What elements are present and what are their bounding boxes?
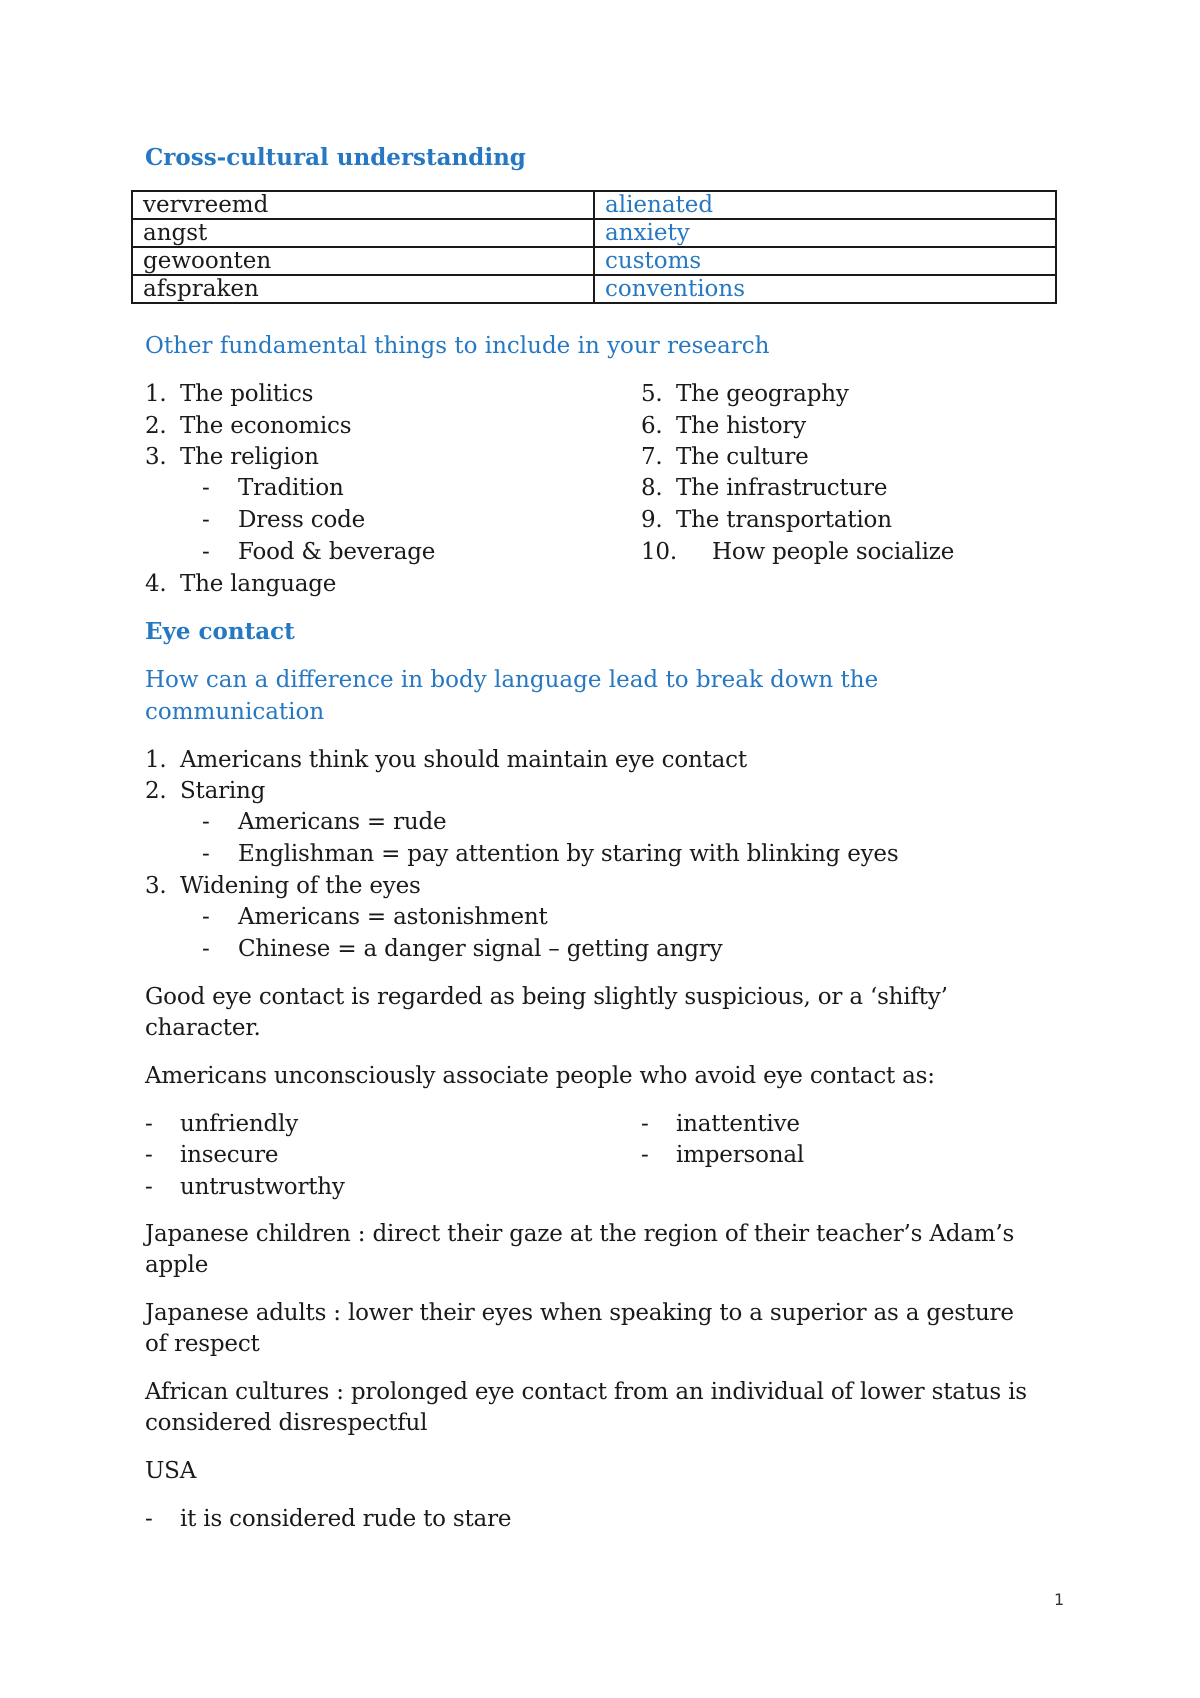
table-row [132, 191, 1056, 219]
list-number: 2. [145, 778, 167, 804]
vocab-english: conventions [594, 275, 1056, 303]
table-row [132, 275, 1056, 303]
list-item: The transportation [676, 507, 892, 533]
paragraph: Japanese adults : lower their eyes when speaking to a superior as a gesture [145, 1300, 1014, 1326]
list-number: 2. [145, 413, 167, 439]
list-item: Americans = astonishment [238, 904, 548, 930]
list-item: Dress code [238, 507, 366, 533]
list-item: The language [180, 571, 337, 597]
list-number: 1. [145, 381, 167, 407]
paragraph: apple [145, 1252, 209, 1278]
vocab-english: customs [594, 247, 1056, 275]
vocab-dutch: vervreemd [132, 191, 594, 219]
vocab-dutch: angst [132, 219, 594, 247]
list-number: 3. [145, 444, 167, 470]
vocab-dutch: afspraken [132, 275, 594, 303]
list-item: Food & beverage [238, 539, 436, 565]
list-item: The culture [676, 444, 809, 470]
list-bullet: - [145, 1142, 153, 1168]
list-item: Chinese = a danger signal – getting angry [238, 936, 723, 962]
list-item: it is considered rude to stare [180, 1506, 512, 1532]
list-bullet: - [145, 1174, 153, 1200]
list-item: How people socialize [712, 539, 955, 565]
list-bullet: - [641, 1142, 649, 1168]
vocab-table [131, 190, 1057, 304]
paragraph: character. [145, 1015, 261, 1041]
eye-contact-question: How can a difference in body language lead to break down the [145, 667, 879, 693]
list-item: The history [676, 413, 806, 439]
list-item: impersonal [676, 1142, 805, 1168]
eye-contact-question: communication [145, 699, 325, 725]
list-item: Tradition [238, 475, 344, 501]
list-bullet: - [202, 507, 210, 533]
list-bullet: - [202, 841, 210, 867]
list-item: Americans = rude [238, 809, 447, 835]
list-item: The infrastructure [676, 475, 888, 501]
paragraph: USA [145, 1458, 197, 1484]
list-item: untrustworthy [180, 1174, 345, 1200]
list-bullet: - [641, 1111, 649, 1137]
list-item: Americans think you should maintain eye contact [180, 747, 747, 773]
list-item: The geography [676, 381, 849, 407]
list-item: Staring [180, 778, 266, 804]
list-item: The religion [180, 444, 319, 470]
paragraph: of respect [145, 1331, 260, 1357]
list-number: 9. [641, 507, 663, 533]
list-number: 8. [641, 475, 663, 501]
list-item: Englishman = pay attention by staring with blinking eyes [238, 841, 899, 867]
vocab-dutch: gewoonten [132, 247, 594, 275]
paragraph: Americans unconsciously associate people who avoid eye contact as: [145, 1063, 935, 1089]
paragraph: African cultures : prolonged eye contact from an individual of lower status is [145, 1379, 1027, 1405]
paragraph: Good eye contact is regarded as being slightly suspicious, or a ‘shifty’ [145, 984, 948, 1010]
list-number: 4. [145, 571, 167, 597]
list-number: 5. [641, 381, 663, 407]
list-bullet: - [202, 809, 210, 835]
list-number: 7. [641, 444, 663, 470]
list-number: 6. [641, 413, 663, 439]
list-bullet: - [145, 1506, 153, 1532]
list-bullet: - [202, 904, 210, 930]
table-row [132, 219, 1056, 247]
fundamentals-heading: Other fundamental things to include in your research [145, 333, 770, 359]
list-bullet: - [202, 539, 210, 565]
list-number: 3. [145, 873, 167, 899]
vocab-english: anxiety [594, 219, 1056, 247]
table-row [132, 247, 1056, 275]
list-bullet: - [145, 1111, 153, 1137]
paragraph: Japanese children : direct their gaze at the region of their teacher’s Adam’s [145, 1221, 1015, 1247]
document-title: Cross-cultural understanding [145, 144, 526, 171]
paragraph: considered disrespectful [145, 1410, 428, 1436]
list-item: insecure [180, 1142, 279, 1168]
list-bullet: - [202, 475, 210, 501]
list-item: unfriendly [180, 1111, 298, 1137]
vocab-english: alienated [594, 191, 1056, 219]
list-number: 1. [145, 747, 167, 773]
list-item: Widening of the eyes [180, 873, 421, 899]
list-item: inattentive [676, 1111, 800, 1137]
eye-contact-heading: Eye contact [145, 618, 295, 645]
list-bullet: - [202, 936, 210, 962]
list-number: 10. [641, 539, 677, 565]
list-item: The economics [180, 413, 352, 439]
list-item: The politics [180, 381, 314, 407]
page-number: 1 [1054, 1590, 1065, 1609]
